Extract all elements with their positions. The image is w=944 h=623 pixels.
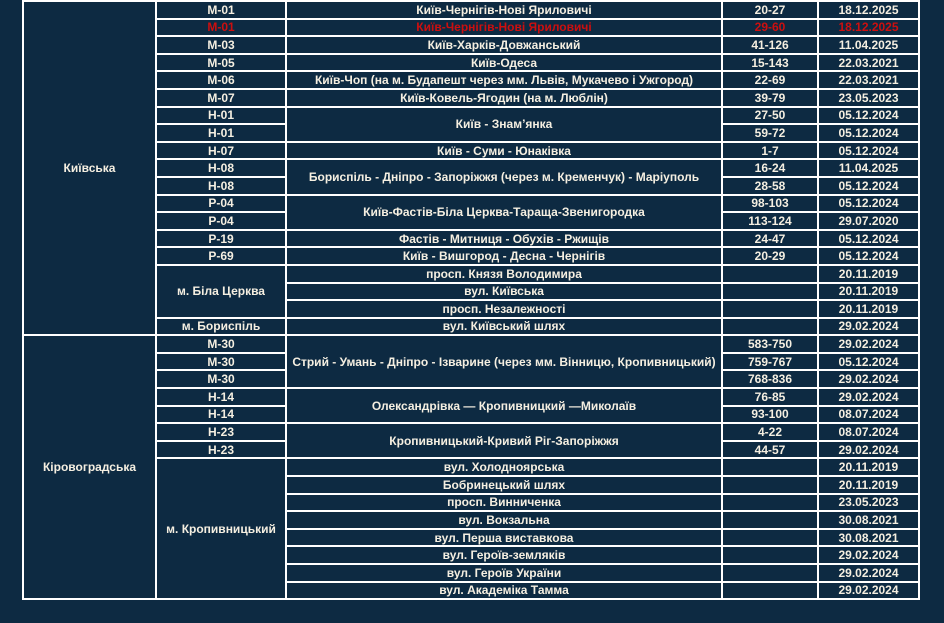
km-range-cell bbox=[722, 476, 818, 494]
km-range-cell bbox=[722, 546, 818, 564]
table-row bbox=[23, 159, 919, 177]
km-range-cell: 39-79 bbox=[722, 89, 818, 107]
street-name-cell: вул. Київський шлях bbox=[286, 318, 722, 336]
km-range-cell: 15-143 bbox=[722, 54, 818, 72]
km-range-cell: 98-103 bbox=[722, 195, 818, 213]
table-row bbox=[23, 1, 919, 19]
date-cell: 29.02.2024 bbox=[818, 582, 919, 600]
date-cell: 29.02.2024 bbox=[818, 388, 919, 406]
road-name-cell: Київ - Суми - Юнаківка bbox=[286, 142, 722, 160]
date-cell: 29.02.2024 bbox=[818, 318, 919, 336]
road-repairs-table bbox=[22, 0, 920, 600]
road-code-cell: М-07 bbox=[156, 89, 286, 107]
date-cell: 05.12.2024 bbox=[818, 107, 919, 125]
road-name-cell: Київ - Знам’янка bbox=[286, 107, 722, 142]
km-range-cell: 76-85 bbox=[722, 388, 818, 406]
road-code-cell: Н-08 bbox=[156, 159, 286, 177]
road-code-cell: Н-07 bbox=[156, 142, 286, 160]
date-cell: 05.12.2024 bbox=[818, 247, 919, 265]
table-row bbox=[23, 54, 919, 72]
date-cell: 29.02.2024 bbox=[818, 441, 919, 459]
city-cell: м. Кропивницький bbox=[156, 458, 286, 599]
road-code-cell: Н-14 bbox=[156, 388, 286, 406]
road-name-cell: Бориспіль - Дніпро - Запоріжжя (через м. Кременчук) - Маріуполь bbox=[286, 159, 722, 194]
km-range-cell bbox=[722, 529, 818, 547]
street-name-cell: Бобринецький шлях bbox=[286, 476, 722, 494]
road-code-cell: М-05 bbox=[156, 54, 286, 72]
table-row bbox=[23, 423, 919, 441]
km-range-cell: 583-750 bbox=[722, 335, 818, 353]
date-cell: 08.07.2024 bbox=[818, 406, 919, 424]
date-cell: 22.03.2021 bbox=[818, 54, 919, 72]
km-range-cell: 24-47 bbox=[722, 230, 818, 248]
date-cell: 05.12.2024 bbox=[818, 177, 919, 195]
region-cell: Київська bbox=[23, 1, 156, 335]
date-cell: 20.11.2019 bbox=[818, 476, 919, 494]
date-cell: 23.05.2023 bbox=[818, 89, 919, 107]
road-code-cell: М-06 bbox=[156, 71, 286, 89]
road-code-cell: М-30 bbox=[156, 353, 286, 371]
date-cell: 29.07.2020 bbox=[818, 212, 919, 230]
road-code-cell: Р-04 bbox=[156, 195, 286, 213]
km-range-cell: 59-72 bbox=[722, 124, 818, 142]
street-name-cell: вул. Вокзальна bbox=[286, 511, 722, 529]
date-cell: 20.11.2019 bbox=[818, 265, 919, 283]
km-range-cell: 20-29 bbox=[722, 247, 818, 265]
road-code-cell: Н-23 bbox=[156, 423, 286, 441]
table-row bbox=[23, 89, 919, 107]
table-row bbox=[23, 458, 919, 476]
road-code-cell: Р-69 bbox=[156, 247, 286, 265]
road-code-cell: Н-01 bbox=[156, 124, 286, 142]
table-row bbox=[23, 36, 919, 54]
road-code-cell: Н-23 bbox=[156, 441, 286, 459]
km-range-cell bbox=[722, 283, 818, 301]
date-cell: 30.08.2021 bbox=[818, 511, 919, 529]
road-name-cell: Київ-Одеса bbox=[286, 54, 722, 72]
date-cell: 18.12.2025 bbox=[818, 1, 919, 19]
km-range-cell: 93-100 bbox=[722, 406, 818, 424]
km-range-cell bbox=[722, 318, 818, 336]
street-name-cell: вул. Перша виставкова bbox=[286, 529, 722, 547]
km-range-cell: 27-50 bbox=[722, 107, 818, 125]
street-name-cell: просп. Незалежності bbox=[286, 300, 722, 318]
road-name-cell: Київ-Фастів-Біла Церква-Тараща-Звенигородка bbox=[286, 195, 722, 230]
city-cell: м. Біла Церква bbox=[156, 265, 286, 318]
road-code-cell: Н-01 bbox=[156, 107, 286, 125]
km-range-cell: 28-58 bbox=[722, 177, 818, 195]
date-cell: 20.11.2019 bbox=[818, 458, 919, 476]
date-cell: 23.05.2023 bbox=[818, 494, 919, 512]
date-cell: 08.07.2024 bbox=[818, 423, 919, 441]
km-range-cell: 16-24 bbox=[722, 159, 818, 177]
table-row bbox=[23, 142, 919, 160]
km-range-cell: 41-126 bbox=[722, 36, 818, 54]
road-name-cell: Фастів - Митниця - Обухів - Ржищів bbox=[286, 230, 722, 248]
road-name-cell: Київ-Ковель-Ягодин (на м. Люблін) bbox=[286, 89, 722, 107]
km-range-cell bbox=[722, 582, 818, 600]
table-row bbox=[23, 107, 919, 125]
km-range-cell: 759-767 bbox=[722, 353, 818, 371]
km-range-cell: 29-60 bbox=[722, 19, 818, 37]
street-name-cell: просп. Князя Володимира bbox=[286, 265, 722, 283]
table-row bbox=[23, 195, 919, 213]
km-range-cell: 20-27 bbox=[722, 1, 818, 19]
table-row bbox=[23, 230, 919, 248]
date-cell: 20.11.2019 bbox=[818, 300, 919, 318]
date-cell: 11.04.2025 bbox=[818, 159, 919, 177]
road-code-cell: М-01 bbox=[156, 1, 286, 19]
roads-table-body bbox=[23, 1, 919, 599]
table-row bbox=[23, 335, 919, 353]
km-range-cell bbox=[722, 494, 818, 512]
km-range-cell bbox=[722, 458, 818, 476]
road-name-cell: Олександрівка — Кропивницкий —Миколаїв bbox=[286, 388, 722, 423]
road-code-cell: Н-08 bbox=[156, 177, 286, 195]
street-name-cell: просп. Винниченка bbox=[286, 494, 722, 512]
road-code-cell: Р-19 bbox=[156, 230, 286, 248]
date-cell: 29.02.2024 bbox=[818, 546, 919, 564]
region-cell: Кіровоградська bbox=[23, 335, 156, 599]
km-range-cell: 22-69 bbox=[722, 71, 818, 89]
date-cell: 29.02.2024 bbox=[818, 564, 919, 582]
road-name-cell: Стрий - Умань - Дніпро - Ізварине (через мм. Вінницю, Кропивницький) bbox=[286, 335, 722, 388]
km-range-cell bbox=[722, 564, 818, 582]
date-cell: 18.12.2025 bbox=[818, 19, 919, 37]
date-cell: 05.12.2024 bbox=[818, 195, 919, 213]
km-range-cell bbox=[722, 511, 818, 529]
table-row bbox=[23, 265, 919, 283]
table-row bbox=[23, 71, 919, 89]
date-cell: 22.03.2021 bbox=[818, 71, 919, 89]
km-range-cell bbox=[722, 265, 818, 283]
road-code-cell: М-01 bbox=[156, 19, 286, 37]
date-cell: 05.12.2024 bbox=[818, 124, 919, 142]
road-name-cell: Київ-Чернігів-Нові Яриловичі bbox=[286, 1, 722, 19]
table-row bbox=[23, 388, 919, 406]
road-name-cell: Київ-Чоп (на м. Будапешт через мм. Львів, Мукачево і Ужгород) bbox=[286, 71, 722, 89]
date-cell: 05.12.2024 bbox=[818, 142, 919, 160]
date-cell: 20.11.2019 bbox=[818, 283, 919, 301]
road-code-cell: Р-04 bbox=[156, 212, 286, 230]
street-name-cell: вул. Київська bbox=[286, 283, 722, 301]
km-range-cell: 113-124 bbox=[722, 212, 818, 230]
date-cell: 29.02.2024 bbox=[818, 335, 919, 353]
road-name-cell: Київ - Вишгород - Десна - Чернігів bbox=[286, 247, 722, 265]
road-code-cell: М-03 bbox=[156, 36, 286, 54]
km-range-cell: 4-22 bbox=[722, 423, 818, 441]
km-range-cell: 1-7 bbox=[722, 142, 818, 160]
table-row bbox=[23, 247, 919, 265]
street-name-cell: вул. Героїв-земляків bbox=[286, 546, 722, 564]
km-range-cell bbox=[722, 300, 818, 318]
road-code-cell: М-30 bbox=[156, 370, 286, 388]
street-name-cell: вул. Героїв України bbox=[286, 564, 722, 582]
km-range-cell: 44-57 bbox=[722, 441, 818, 459]
city-cell: м. Бориспіль bbox=[156, 318, 286, 336]
table-row bbox=[23, 19, 919, 37]
date-cell: 11.04.2025 bbox=[818, 36, 919, 54]
road-name-cell: Київ-Харків-Довжанський bbox=[286, 36, 722, 54]
street-name-cell: вул. Холодноярська bbox=[286, 458, 722, 476]
date-cell: 29.02.2024 bbox=[818, 370, 919, 388]
date-cell: 05.12.2024 bbox=[818, 230, 919, 248]
road-name-cell: Кропивницький-Кривий Ріг-Запоріжжя bbox=[286, 423, 722, 458]
table-row bbox=[23, 318, 919, 336]
road-code-cell: Н-14 bbox=[156, 406, 286, 424]
road-name-cell: Київ-Чернігів-Нові Яриловичі bbox=[286, 19, 722, 37]
date-cell: 05.12.2024 bbox=[818, 353, 919, 371]
road-code-cell: М-30 bbox=[156, 335, 286, 353]
date-cell: 30.08.2021 bbox=[818, 529, 919, 547]
km-range-cell: 768-836 bbox=[722, 370, 818, 388]
street-name-cell: вул. Академіка Тамма bbox=[286, 582, 722, 600]
